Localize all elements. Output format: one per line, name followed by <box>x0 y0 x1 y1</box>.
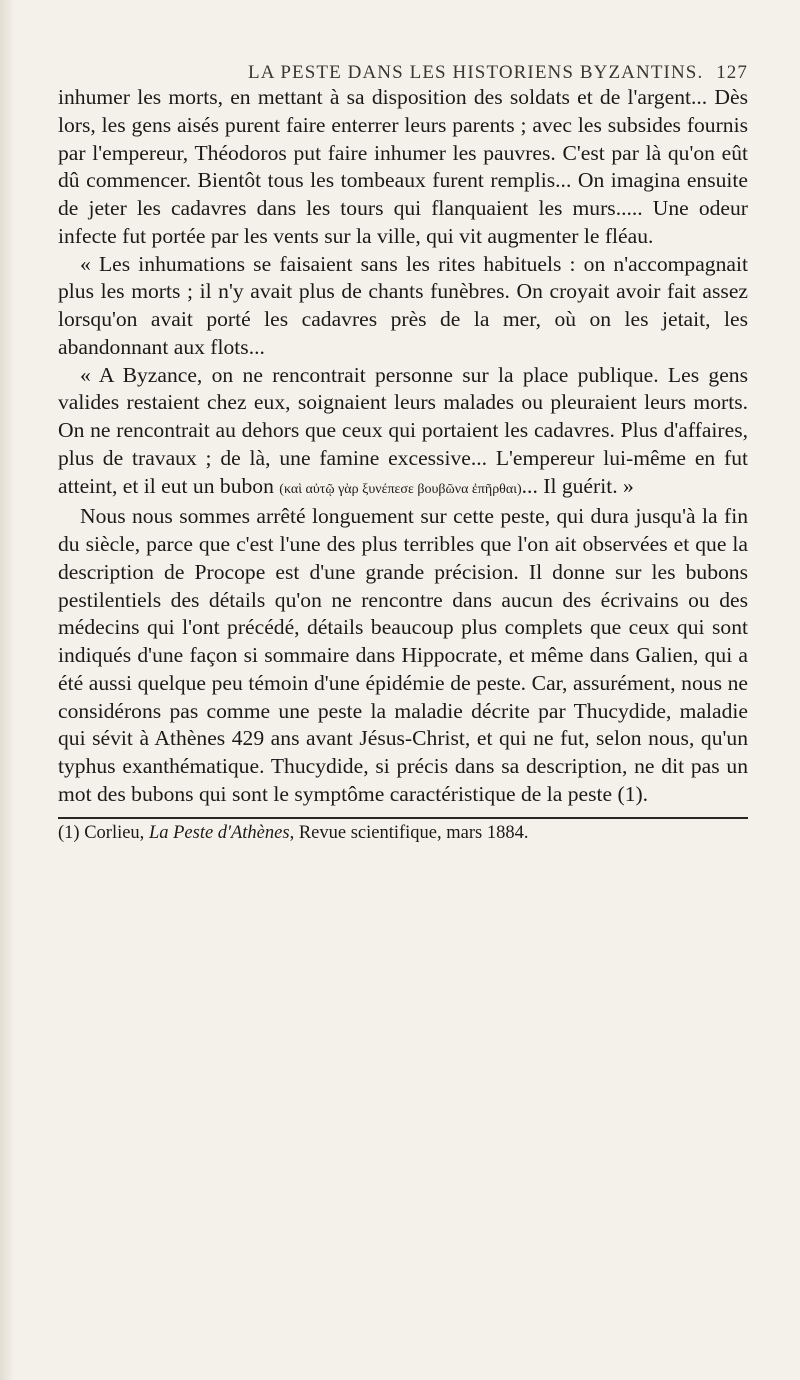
paragraph-3 <box>58 362 748 504</box>
page-left-edge <box>0 0 14 1380</box>
footnote-rest: , Revue scientifique, mars 1884. <box>289 823 529 843</box>
body-text <box>58 84 748 809</box>
footnote-rule <box>58 817 748 819</box>
footnote-marker: (1) Corlieu, <box>58 823 149 843</box>
greek-quotation: (καὶ αὐτῷ γὰρ ξυνέπεσε βουβῶνα ἐπῆρθαι) <box>279 481 522 497</box>
running-head-title: LA PESTE DANS LES HISTORIENS BYZANTINS. <box>248 62 704 83</box>
paragraph-3-end: ... Il guérit. » <box>521 473 634 498</box>
paragraph-1: inhumer les morts, en mettant à sa disposition des soldats et de l'argent... Dès lors, les gens aisés purent faire enterrer leurs parents ; avec les subsides fournis par l'empereur, Théodoros put faire inhumer les pauvres. C'est par là qu'on eût dû commencer. Bientôt tous les tombeaux furent remplis... On imagina ensuite de jeter les cadavres dans les tours qui flanquaient les murs..... Une odeur infecte fut portée par les vents sur la ville, qui vit augmenter le fléau. <box>58 85 748 248</box>
footnote-source-title: La Peste d'Athènes <box>148 823 290 843</box>
page-number: 127 <box>716 62 748 83</box>
footnote <box>58 823 748 844</box>
paragraph-3-text: « A Byzance, on ne rencontrait personne sur la place publique. Les gens valides restaient chez eux, soignaient leurs malades ou pleuraient leurs morts. On ne rencontrait au dehors que ceux qui portaient les cadavres. Plus d'affaires, plus de travaux ; de là, une famine excessive... L'empereur lui-même en fut atteint, et il eut un bubon <box>58 362 748 498</box>
paragraph-4: Nous nous sommes arrêté longuement sur cette peste, qui dura jusqu'à la fin du siècle, parce que c'est l'une des plus terribles que l'on ait observées et que la description de Procope est d'une grande précision. Il donne sur les bubons pestilentiels des détails qu'on ne rencontre dans aucun des écrivains ou des médecins qui l'ont précédé, détails beaucoup plus complets que ceux qui sont indiqués d'une façon si sommaire dans Hippocrate, et même dans Galien, qui a été aussi quelque peu témoin d'une épidémie de peste. Car, assurément, nous ne considérons pas comme une peste la maladie décrite par Thucydide, maladie qui sévit à Athènes 429 ans avant Jésus-Christ, et qui ne fut, selon nous, qu'un typhus exanthématique. Thucydide, si précis dans sa description, ne dit pas un mot des bubons qui sont le symptôme caractéristique de la peste (1). <box>58 504 748 806</box>
paragraph-2: « Les inhumations se faisaient sans les rites habituels : on n'accompagnait plus les morts ; il n'y avait plus de chants funèbres. On croyait avoir fait assez lorsqu'on avait porté les cadavres près de la mer, où on les jetait, les abandonnant aux flots... <box>58 251 748 359</box>
